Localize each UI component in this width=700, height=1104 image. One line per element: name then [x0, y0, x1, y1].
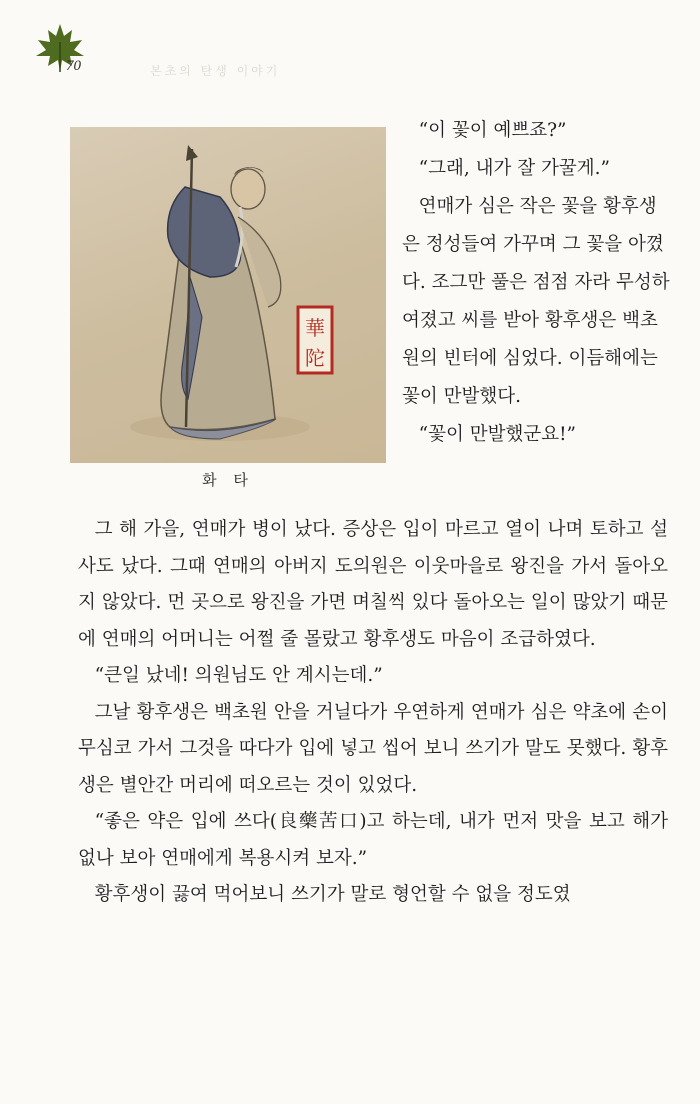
- seal-char-1: 華: [305, 316, 325, 340]
- main-body-text: [78, 512, 668, 914]
- right-column-text: [402, 112, 670, 454]
- hua-tuo-illustration: [70, 127, 386, 463]
- dialogue-line: “꽃이 만발했군요!”: [418, 424, 576, 445]
- dialogue-line: “그래, 내가 잘 가꿀게.”: [418, 158, 610, 179]
- dialogue-line: “좋은 약은 입에 쓰다(良藥苦口)고 하는데, 내가 먼저 맛을 보고 해가 없나 보아 연매에게 복용시켜 보자.”: [78, 811, 668, 869]
- paragraph: 황후생이 끓여 먹어보니 쓰기가 말로 형언할 수 없을 정도였: [94, 884, 571, 905]
- paragraph: 그 해 가을, 연매가 병이 났다. 증상은 입이 마르고 열이 나며 토하고 설사도 났다. 그때 연매의 아버지 도의원은 이웃마을로 왕진을 가서 돌아오지 않았다. 먼 곳으로 왕진을 가면 며칠씩 있다 돌아오는 일이 많았기 때문에 연매의 어머니는 어쩔 줄 몰랐고 황후생도 마음이 조급하였다.: [78, 519, 668, 650]
- running-header: 본초의 탄생 이야기: [150, 64, 281, 78]
- figure-caption: 화 타: [202, 471, 254, 489]
- paragraph: 그날 황후생은 백초원 안을 거닐다가 우연하게 연매가 심은 약초에 손이 무심코 가서 그것을 따다가 입에 넣고 씹어 보니 쓰기가 말도 못했다. 황후생은 별안간 머리에 떠오르는 것이 있었다.: [78, 701, 668, 796]
- seal-char-2: 陀: [305, 346, 325, 370]
- paragraph: 연매가 심은 작은 꽃을 황후생은 정성들여 가꾸며 그 꽃을 아꼈다. 조그만 풀은 점점 자라 무성하여졌고 씨를 받아 황후생은 백초원의 빈터에 심었다. 이듬해에는 꽃이 만발했다.: [402, 196, 670, 407]
- page-number: 70: [66, 58, 81, 74]
- dialogue-line: “큰일 났네! 의원님도 안 계시는데.”: [94, 665, 383, 686]
- dialogue-line: “이 꽃이 예쁘죠?”: [418, 120, 567, 141]
